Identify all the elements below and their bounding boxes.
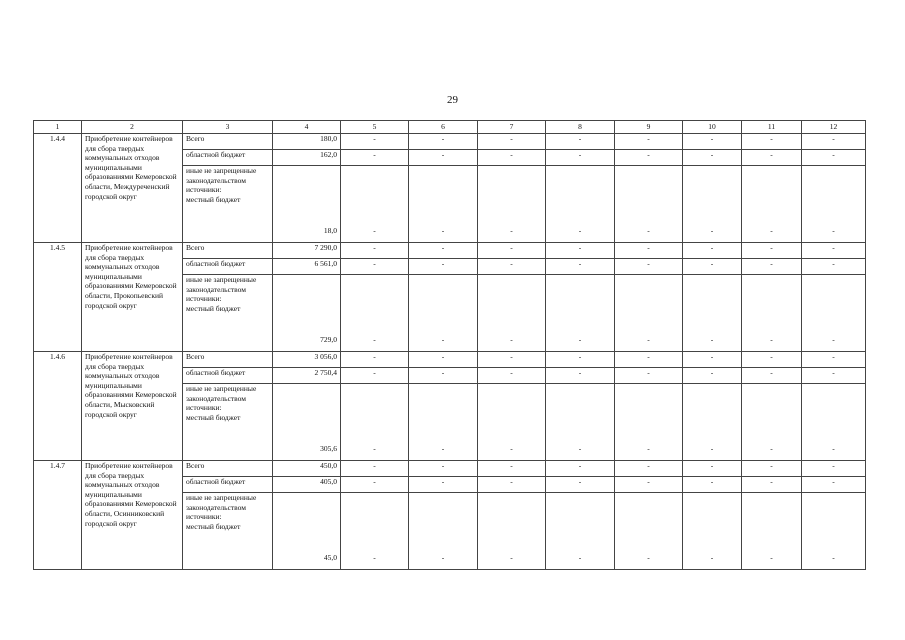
empty-value: - bbox=[615, 134, 683, 150]
empty-value: - bbox=[478, 243, 546, 259]
budget-table bbox=[33, 120, 866, 570]
empty-value: - bbox=[742, 259, 802, 275]
empty-value: - bbox=[802, 493, 866, 570]
empty-value: - bbox=[683, 493, 742, 570]
empty-value: - bbox=[546, 493, 615, 570]
empty-value: - bbox=[683, 259, 742, 275]
item-code: 1.4.6 bbox=[34, 352, 82, 461]
empty-value: - bbox=[478, 477, 546, 493]
empty-value: - bbox=[341, 166, 409, 243]
empty-value: - bbox=[409, 368, 478, 384]
column-header: 5 bbox=[341, 121, 409, 134]
item-code: 1.4.7 bbox=[34, 461, 82, 570]
empty-value: - bbox=[742, 493, 802, 570]
empty-value: - bbox=[341, 477, 409, 493]
column-header: 7 bbox=[478, 121, 546, 134]
local-value: 45,0 bbox=[273, 493, 341, 570]
item-name: Приобретение контейнеров для сбора твердых коммунальных отходов муниципальными образованиями Кемеровской области, Междуреченский городской округ bbox=[82, 134, 183, 243]
empty-value: - bbox=[478, 384, 546, 461]
empty-value: - bbox=[615, 384, 683, 461]
empty-value: - bbox=[615, 166, 683, 243]
source-other-lead: иные не запрещенные законодательством источники: bbox=[186, 275, 257, 304]
empty-value: - bbox=[478, 166, 546, 243]
empty-value: - bbox=[546, 275, 615, 352]
total-value: 450,0 bbox=[273, 461, 341, 477]
empty-value: - bbox=[409, 384, 478, 461]
page-number: 29 bbox=[447, 94, 458, 106]
item-name: Приобретение контейнеров для сбора твердых коммунальных отходов муниципальными образованиями Кемеровской области, Мысковский городской округ bbox=[82, 352, 183, 461]
empty-value: - bbox=[546, 461, 615, 477]
source-other-label bbox=[183, 384, 273, 461]
empty-value: - bbox=[683, 477, 742, 493]
empty-value: - bbox=[802, 461, 866, 477]
column-header: 4 bbox=[273, 121, 341, 134]
regional-value: 405,0 bbox=[273, 477, 341, 493]
source-local-label: местный бюджет bbox=[186, 521, 241, 531]
empty-value: - bbox=[802, 275, 866, 352]
empty-value: - bbox=[341, 275, 409, 352]
empty-value: - bbox=[615, 243, 683, 259]
empty-value: - bbox=[615, 477, 683, 493]
source-local-label: местный бюджет bbox=[186, 194, 241, 204]
empty-value: - bbox=[742, 243, 802, 259]
source-total-label: Всего bbox=[183, 352, 273, 368]
source-regional-label: областной бюджет bbox=[183, 477, 273, 493]
empty-value: - bbox=[802, 368, 866, 384]
column-header: 3 bbox=[183, 121, 273, 134]
empty-value: - bbox=[478, 275, 546, 352]
column-header: 6 bbox=[409, 121, 478, 134]
source-total-label: Всего bbox=[183, 134, 273, 150]
source-total-label: Всего bbox=[183, 461, 273, 477]
empty-value: - bbox=[802, 134, 866, 150]
table-row bbox=[34, 134, 866, 150]
empty-value: - bbox=[802, 166, 866, 243]
empty-value: - bbox=[742, 384, 802, 461]
item-name: Приобретение контейнеров для сбора твердых коммунальных отходов муниципальными образованиями Кемеровской области, Прокопьевский городской округ bbox=[82, 243, 183, 352]
empty-value: - bbox=[341, 493, 409, 570]
column-header: 8 bbox=[546, 121, 615, 134]
empty-value: - bbox=[802, 477, 866, 493]
item-code: 1.4.5 bbox=[34, 243, 82, 352]
source-other-lead: иные не запрещенные законодательством источники: bbox=[186, 384, 257, 413]
empty-value: - bbox=[478, 150, 546, 166]
empty-value: - bbox=[742, 352, 802, 368]
source-other-label bbox=[183, 493, 273, 570]
empty-value: - bbox=[409, 461, 478, 477]
empty-value: - bbox=[683, 166, 742, 243]
empty-value: - bbox=[615, 259, 683, 275]
empty-value: - bbox=[341, 384, 409, 461]
empty-value: - bbox=[615, 150, 683, 166]
empty-value: - bbox=[615, 352, 683, 368]
empty-value: - bbox=[478, 134, 546, 150]
table-row bbox=[34, 352, 866, 368]
table-row bbox=[34, 461, 866, 477]
empty-value: - bbox=[341, 134, 409, 150]
local-value: 729,0 bbox=[273, 275, 341, 352]
empty-value: - bbox=[409, 243, 478, 259]
empty-value: - bbox=[802, 259, 866, 275]
empty-value: - bbox=[478, 461, 546, 477]
column-header: 11 bbox=[742, 121, 802, 134]
empty-value: - bbox=[615, 275, 683, 352]
empty-value: - bbox=[478, 352, 546, 368]
total-value: 7 290,0 bbox=[273, 243, 341, 259]
empty-value: - bbox=[409, 477, 478, 493]
empty-value: - bbox=[683, 134, 742, 150]
empty-value: - bbox=[409, 493, 478, 570]
empty-value: - bbox=[742, 275, 802, 352]
empty-value: - bbox=[742, 134, 802, 150]
total-value: 3 056,0 bbox=[273, 352, 341, 368]
empty-value: - bbox=[683, 243, 742, 259]
source-other-label bbox=[183, 166, 273, 243]
regional-value: 2 750,4 bbox=[273, 368, 341, 384]
empty-value: - bbox=[478, 368, 546, 384]
empty-value: - bbox=[546, 243, 615, 259]
empty-value: - bbox=[341, 243, 409, 259]
empty-value: - bbox=[683, 150, 742, 166]
empty-value: - bbox=[683, 368, 742, 384]
local-value: 18,0 bbox=[273, 166, 341, 243]
empty-value: - bbox=[683, 275, 742, 352]
empty-value: - bbox=[802, 150, 866, 166]
empty-value: - bbox=[409, 352, 478, 368]
empty-value: - bbox=[742, 368, 802, 384]
source-regional-label: областной бюджет bbox=[183, 368, 273, 384]
total-value: 180,0 bbox=[273, 134, 341, 150]
source-total-label: Всего bbox=[183, 243, 273, 259]
source-other-label bbox=[183, 275, 273, 352]
empty-value: - bbox=[341, 259, 409, 275]
empty-value: - bbox=[742, 166, 802, 243]
empty-value: - bbox=[615, 368, 683, 384]
empty-value: - bbox=[409, 259, 478, 275]
local-value: 305,6 bbox=[273, 384, 341, 461]
column-header: 10 bbox=[683, 121, 742, 134]
source-local-label: местный бюджет bbox=[186, 412, 241, 422]
column-header: 1 bbox=[34, 121, 82, 134]
empty-value: - bbox=[683, 384, 742, 461]
column-header: 12 bbox=[802, 121, 866, 134]
empty-value: - bbox=[546, 166, 615, 243]
empty-value: - bbox=[341, 461, 409, 477]
table-row bbox=[34, 243, 866, 259]
empty-value: - bbox=[546, 384, 615, 461]
column-header: 9 bbox=[615, 121, 683, 134]
empty-value: - bbox=[615, 461, 683, 477]
empty-value: - bbox=[683, 352, 742, 368]
item-name: Приобретение контейнеров для сбора твердых коммунальных отходов муниципальными образованиями Кемеровской области, Осинниковский городской округ bbox=[82, 461, 183, 570]
empty-value: - bbox=[341, 368, 409, 384]
empty-value: - bbox=[341, 352, 409, 368]
empty-value: - bbox=[802, 384, 866, 461]
source-regional-label: областной бюджет bbox=[183, 150, 273, 166]
empty-value: - bbox=[409, 134, 478, 150]
empty-value: - bbox=[546, 259, 615, 275]
empty-value: - bbox=[409, 275, 478, 352]
regional-value: 6 561,0 bbox=[273, 259, 341, 275]
empty-value: - bbox=[341, 150, 409, 166]
empty-value: - bbox=[742, 150, 802, 166]
column-header: 2 bbox=[82, 121, 183, 134]
source-regional-label: областной бюджет bbox=[183, 259, 273, 275]
empty-value: - bbox=[478, 259, 546, 275]
empty-value: - bbox=[409, 150, 478, 166]
item-code: 1.4.4 bbox=[34, 134, 82, 243]
source-other-lead: иные не запрещенные законодательством источники: bbox=[186, 166, 257, 195]
empty-value: - bbox=[742, 477, 802, 493]
empty-value: - bbox=[742, 461, 802, 477]
source-local-label: местный бюджет bbox=[186, 303, 241, 313]
source-other-lead: иные не запрещенные законодательством источники: bbox=[186, 493, 257, 522]
empty-value: - bbox=[546, 134, 615, 150]
empty-value: - bbox=[802, 243, 866, 259]
empty-value: - bbox=[546, 477, 615, 493]
empty-value: - bbox=[478, 493, 546, 570]
empty-value: - bbox=[683, 461, 742, 477]
regional-value: 162,0 bbox=[273, 150, 341, 166]
empty-value: - bbox=[546, 352, 615, 368]
empty-value: - bbox=[615, 493, 683, 570]
empty-value: - bbox=[802, 352, 866, 368]
empty-value: - bbox=[409, 166, 478, 243]
table-header-row bbox=[34, 121, 866, 134]
empty-value: - bbox=[546, 368, 615, 384]
empty-value: - bbox=[546, 150, 615, 166]
